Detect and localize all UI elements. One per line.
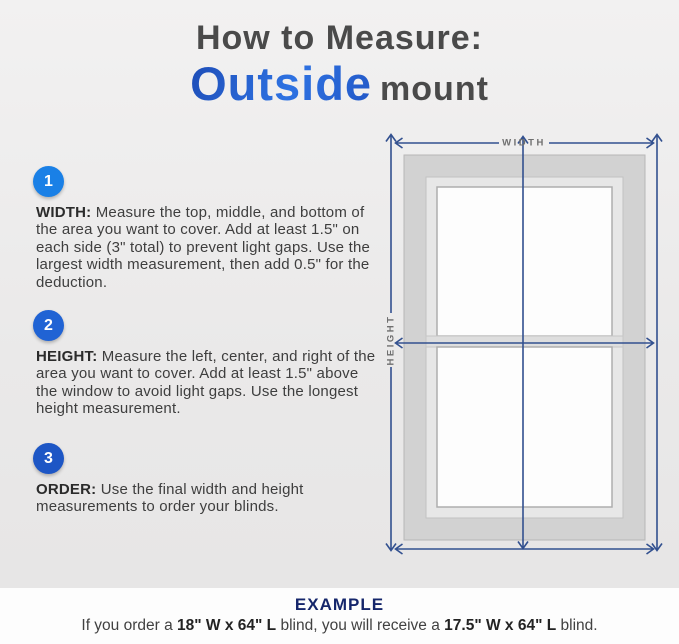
window-meeting-rail	[426, 336, 623, 347]
step-2	[33, 310, 381, 418]
step-3-number-badge: 3	[33, 443, 64, 474]
page-title	[0, 20, 679, 110]
window-illustration	[404, 155, 645, 540]
example-prefix: If you order a	[81, 617, 178, 634]
step-2-number-badge: 2	[33, 310, 64, 341]
example-middle: blind, you will receive a	[276, 617, 445, 634]
example-size-received: 17.5" W x 64" L	[444, 617, 557, 634]
width-label: WIDTH	[502, 137, 546, 149]
window-lower-pane	[437, 347, 612, 507]
step-3	[33, 443, 381, 516]
title-line-1: How to Measure:	[195, 19, 484, 57]
step-3-label: ORDER:	[36, 481, 97, 498]
example-heading: EXAMPLE	[294, 595, 385, 614]
example-suffix: blind.	[556, 617, 598, 634]
title-mount: mount	[380, 70, 489, 109]
example-footer	[0, 588, 679, 644]
example-size-ordered: 18" W x 64" L	[177, 617, 277, 634]
step-3-text	[36, 481, 381, 516]
step-1-label: WIDTH:	[36, 204, 92, 221]
height-label: HEIGHT	[385, 314, 397, 366]
step-1	[33, 166, 381, 291]
title-highlight-outside: Outside	[190, 57, 373, 111]
window-measurement-diagram	[372, 122, 672, 592]
title-line-2	[0, 58, 679, 110]
step-3-body: Use the final width and height measurements to order your blinds.	[36, 481, 304, 516]
window-upper-pane	[437, 187, 612, 336]
example-sentence	[0, 617, 679, 635]
step-2-text	[36, 348, 381, 418]
step-2-label: HEIGHT:	[36, 348, 98, 365]
step-1-number-badge: 1	[33, 166, 64, 197]
step-1-body: Measure the top, middle, and bottom of the area you want to cover. Add at least 1.5" on each side (3" total) to prevent light gaps. Use the largest width measurement, then add 0.5" for the deduction.	[36, 204, 371, 291]
step-1-text	[36, 204, 381, 291]
step-2-body: Measure the left, center, and right of the area you want to cover. Add at least 1.5" above the window to avoid light gaps. Use the longest height measurement.	[36, 348, 376, 418]
